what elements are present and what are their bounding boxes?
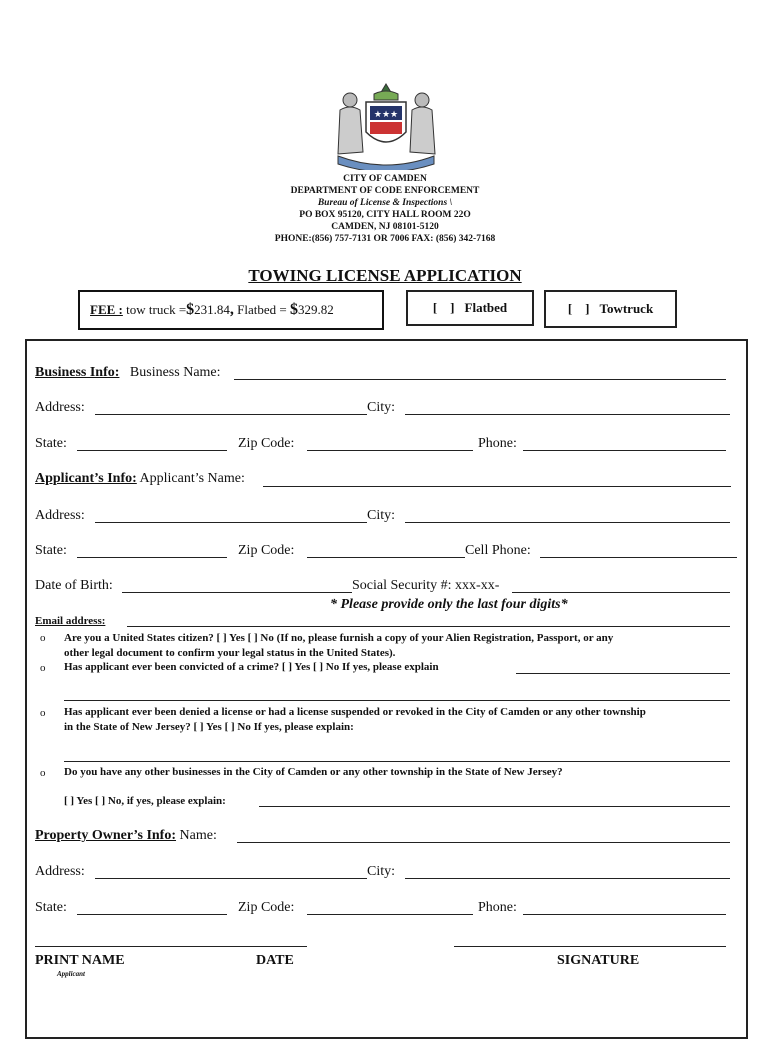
owner-phone-field[interactable] [523, 914, 726, 915]
fee-tow-amount: 231.84 [194, 302, 230, 317]
business-section-heading: Business Info: [35, 365, 120, 380]
ssn-note: * Please provide only the last four digits* [330, 597, 568, 612]
applicant-city-label: City: [367, 508, 396, 523]
applicant-city-field[interactable] [405, 522, 730, 523]
applicant-address-field[interactable] [95, 522, 367, 523]
question-license-denied: Has applicant ever been denied a license or had a license suspended or revoked in the City of Camden or any other township [64, 706, 646, 718]
applicant-ssn-label: Social Security #: xxx-xx- [352, 578, 500, 593]
city-seal [330, 82, 442, 170]
fee-label: FEE : [90, 302, 123, 317]
business-city-label: City: [367, 400, 396, 415]
svg-text:★★★: ★★★ [373, 109, 399, 119]
header-pobox: PO BOX 95120, CITY HALL ROOM 22O [299, 210, 471, 220]
business-name-label: Business Name: [129, 365, 221, 380]
question-citizenship-cont: other legal document to confirm your legal status in the United States). [64, 647, 396, 659]
signature-label: SIGNATURE [557, 953, 640, 968]
form-frame [25, 339, 748, 1039]
header-citystate: CAMDEN, NJ 08101-5120 [331, 222, 439, 232]
applicant-cell-label: Cell Phone: [465, 543, 531, 558]
fee-flatbed-symbol: $ [290, 301, 298, 318]
applicant-dob-label: Date of Birth: [35, 578, 113, 593]
flatbed-checkbox[interactable]: [ ] [432, 300, 455, 315]
other-business-explain-field[interactable] [259, 806, 730, 807]
bullet-q4: o [40, 767, 46, 779]
applicant-email-field[interactable] [127, 626, 730, 627]
print-name-label: PRINT NAME [35, 953, 125, 968]
business-phone-field[interactable] [523, 450, 726, 451]
header-city: CITY OF CAMDEN [343, 174, 427, 184]
business-name-field[interactable] [234, 379, 726, 380]
business-address-label: Address: [35, 400, 85, 415]
applicant-zip-label: Zip Code: [238, 543, 295, 558]
crime-explain-field[interactable] [516, 673, 730, 674]
owner-address-field[interactable] [95, 878, 367, 879]
owner-state-label: State: [35, 900, 67, 915]
fee-flatbed-prefix: Flatbed = [233, 302, 290, 317]
owner-city-label: City: [367, 864, 396, 879]
applicant-cell-field[interactable] [540, 557, 737, 558]
question-crime: Has applicant ever been convicted of a crime? [ ] Yes [ ] No If yes, please explain [64, 661, 439, 673]
license-explain-field[interactable] [64, 761, 730, 762]
towtruck-option[interactable] [544, 290, 677, 328]
header-department: DEPARTMENT OF CODE ENFORCEMENT [290, 186, 480, 196]
fee-separator: , [229, 301, 234, 318]
applicant-dob-field[interactable] [122, 592, 352, 593]
owner-state-field[interactable] [77, 914, 227, 915]
bullet-q3: o [40, 707, 46, 719]
towtruck-checkbox[interactable]: [ ] [567, 301, 590, 316]
owner-phone-label: Phone: [478, 900, 517, 915]
header-bureau: Bureau of License & Inspections \ [317, 198, 453, 208]
owner-section-heading: Property Owner’s Info: [35, 828, 177, 843]
bullet-q1: o [40, 632, 46, 644]
fee-tow-symbol: $ [186, 301, 195, 318]
business-zip-label: Zip Code: [238, 436, 295, 451]
business-state-label: State: [35, 436, 67, 451]
question-citizenship: Are you a United States citizen? [ ] Yes [ ] No (If no, please furnish a copy of your Alien Registration, Passport, or any [64, 632, 614, 644]
business-address-field[interactable] [95, 414, 367, 415]
applicant-address-label: Address: [35, 508, 85, 523]
applicant-state-label: State: [35, 543, 67, 558]
crime-explain-field-2[interactable] [64, 700, 730, 701]
owner-zip-field[interactable] [307, 914, 473, 915]
applicant-state-field[interactable] [77, 557, 227, 558]
page-title: TOWING LICENSE APPLICATION [248, 266, 522, 285]
applicant-caption: Applicant [57, 970, 86, 978]
owner-name-label: Name: [179, 828, 217, 843]
print-name-date-field[interactable] [35, 946, 307, 947]
date-label: DATE [256, 953, 294, 968]
business-state-field[interactable] [77, 450, 227, 451]
fee-tow-prefix: tow truck = [126, 302, 187, 317]
business-city-field[interactable] [405, 414, 730, 415]
applicant-zip-field[interactable] [307, 557, 465, 558]
applicant-ssn-field[interactable] [512, 592, 730, 593]
question-other-business: Do you have any other businesses in the City of Camden or any other township in the State of New Jersey? [64, 766, 563, 778]
header-phone: PHONE:(856) 757-7131 OR 7006 FAX: (856) 342-7168 [274, 234, 496, 244]
fee-box [78, 290, 384, 330]
signature-field[interactable] [454, 946, 726, 947]
flatbed-option[interactable] [406, 290, 534, 326]
applicant-name-field[interactable] [263, 486, 731, 487]
business-phone-label: Phone: [478, 436, 517, 451]
owner-zip-label: Zip Code: [238, 900, 295, 915]
applicant-email-label: Email address: [35, 615, 106, 627]
owner-city-field[interactable] [405, 878, 730, 879]
business-zip-field[interactable] [307, 450, 473, 451]
bullet-q2: o [40, 662, 46, 674]
fee-flatbed-amount: 329.82 [298, 302, 334, 317]
towtruck-label: Towtruck [599, 301, 654, 316]
flatbed-label: Flatbed [464, 300, 508, 315]
owner-name-field[interactable] [237, 842, 730, 843]
owner-address-label: Address: [35, 864, 85, 879]
applicant-name-label: Applicant’s Name: [139, 471, 245, 486]
other-business-answer: [ ] Yes [ ] No, if yes, please explain: [64, 795, 226, 807]
applicant-section-heading: Applicant’s Info: [35, 471, 137, 486]
question-license-denied-cont: in the State of New Jersey? [ ] Yes [ ] No If yes, please explain: [64, 721, 354, 733]
